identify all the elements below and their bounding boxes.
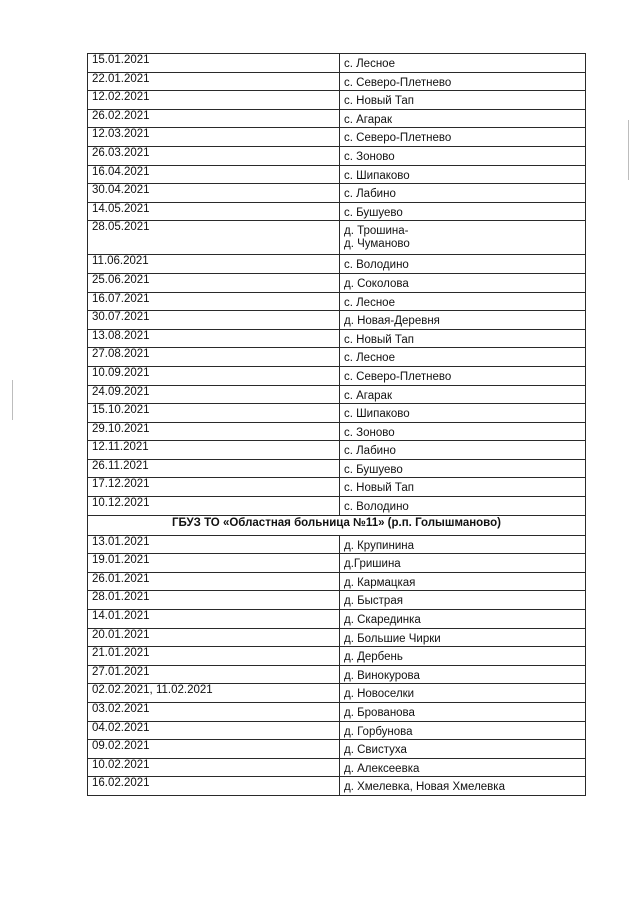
place-line: д. Алексеевка (344, 762, 420, 775)
table-row (88, 703, 586, 722)
table-row (88, 311, 586, 330)
place-cell (340, 221, 586, 255)
table-row (88, 109, 586, 128)
place-line: д. Большие Чирки (344, 632, 441, 645)
date-cell: 26.02.2021 (88, 109, 340, 128)
table-row (88, 647, 586, 666)
scan-edge-mark-right (628, 120, 629, 180)
place-cell (340, 740, 586, 759)
table-row (88, 591, 586, 610)
date-cell: 26.01.2021 (88, 572, 340, 591)
table-row (88, 348, 586, 367)
table-row (88, 758, 586, 777)
date-cell: 11.06.2021 (88, 255, 340, 274)
date-cell: 29.10.2021 (88, 422, 340, 441)
place-line: с. Новый Тап (344, 482, 414, 495)
place-line: с. Лесное (344, 352, 395, 365)
date-cell: 17.12.2021 (88, 478, 340, 497)
place-line: с. Зоново (344, 426, 395, 439)
date-cell: 28.05.2021 (88, 221, 340, 255)
table-row (88, 54, 586, 73)
date-cell: 28.01.2021 (88, 591, 340, 610)
table-row (88, 422, 586, 441)
place-cell (340, 459, 586, 478)
schedule-table (87, 53, 586, 796)
table-row (88, 385, 586, 404)
place-cell (340, 665, 586, 684)
date-cell: 10.12.2021 (88, 497, 340, 516)
place-cell (340, 165, 586, 184)
place-cell (340, 777, 586, 796)
place-cell (340, 72, 586, 91)
place-line: д. Горбунова (344, 725, 413, 738)
place-line: д. Быстрая (344, 595, 403, 608)
date-cell: 12.03.2021 (88, 128, 340, 147)
place-line: д. Хмелевка, Новая Хмелевка (344, 781, 505, 794)
place-cell (340, 329, 586, 348)
place-line: д. Крупинина (344, 539, 414, 552)
place-line: с. Агарак (344, 113, 392, 126)
date-cell: 16.04.2021 (88, 165, 340, 184)
place-line: с. Шипаково (344, 169, 410, 182)
date-cell: 30.07.2021 (88, 311, 340, 330)
place-cell (340, 404, 586, 423)
place-line: с. Володино (344, 259, 409, 272)
table-row (88, 221, 586, 255)
place-line: с. Лесное (344, 58, 395, 70)
place-cell (340, 554, 586, 573)
table-row (88, 255, 586, 274)
place-cell (340, 591, 586, 610)
table-row (88, 292, 586, 311)
place-cell (340, 497, 586, 516)
date-cell: 26.03.2021 (88, 146, 340, 165)
place-line: с. Агарак (344, 389, 392, 402)
place-cell (340, 91, 586, 110)
table-row (88, 366, 586, 385)
date-cell: 16.02.2021 (88, 777, 340, 796)
place-cell (340, 441, 586, 460)
date-cell: 13.01.2021 (88, 535, 340, 554)
table-row (88, 665, 586, 684)
place-cell (340, 572, 586, 591)
place-line: д. Свистуха (344, 744, 407, 757)
place-cell (340, 684, 586, 703)
place-cell (340, 109, 586, 128)
place-line: д. Новая-Деревня (344, 315, 440, 328)
date-cell: 24.09.2021 (88, 385, 340, 404)
date-cell: 12.11.2021 (88, 441, 340, 460)
place-line: с. Лесное (344, 296, 395, 309)
place-line: с. Новый Тап (344, 95, 414, 108)
place-cell (340, 422, 586, 441)
table-row (88, 478, 586, 497)
date-cell: 12.02.2021 (88, 91, 340, 110)
place-cell (340, 54, 586, 73)
table-row (88, 329, 586, 348)
place-cell (340, 273, 586, 292)
date-cell: 03.02.2021 (88, 703, 340, 722)
place-line: д. Новоселки (344, 688, 415, 701)
place-cell (340, 610, 586, 629)
table-row (88, 497, 586, 516)
table-section-part2 (88, 535, 586, 795)
date-cell: 16.07.2021 (88, 292, 340, 311)
place-cell (340, 535, 586, 554)
date-cell: 10.09.2021 (88, 366, 340, 385)
place-line: д.Гришина (344, 558, 401, 571)
place-line: д. Соколова (344, 277, 409, 290)
place-line: с. Володино (344, 501, 409, 514)
place-cell (340, 647, 586, 666)
table-row (88, 273, 586, 292)
place-cell (340, 721, 586, 740)
date-cell: 27.08.2021 (88, 348, 340, 367)
place-line: с. Шипаково (344, 408, 410, 421)
date-cell: 02.02.2021, 11.02.2021 (88, 684, 340, 703)
place-cell (340, 348, 586, 367)
table-row (88, 441, 586, 460)
place-line: д. Брованова (344, 707, 415, 719)
table-row (88, 146, 586, 165)
place-line: д. Скарединка (344, 614, 421, 627)
date-cell: 26.11.2021 (88, 459, 340, 478)
date-cell: 30.04.2021 (88, 184, 340, 203)
table-row (88, 684, 586, 703)
table-row (88, 740, 586, 759)
place-line: с. Северо-Плетнево (344, 132, 452, 145)
place-line: с. Северо-Плетнево (344, 76, 452, 89)
place-cell (340, 292, 586, 311)
date-cell: 15.10.2021 (88, 404, 340, 423)
place-line: д. Кармацкая (344, 576, 416, 589)
table-row (88, 165, 586, 184)
place-cell (340, 385, 586, 404)
place-line: с. Зоново (344, 150, 395, 163)
table-row (88, 535, 586, 554)
place-line: с. Бушуево (344, 206, 403, 219)
table-section-header (88, 515, 586, 535)
place-cell (340, 184, 586, 203)
place-cell (340, 146, 586, 165)
place-cell (340, 128, 586, 147)
place-cell (340, 703, 586, 722)
date-cell: 27.01.2021 (88, 665, 340, 684)
date-cell: 20.01.2021 (88, 628, 340, 647)
table-row (88, 721, 586, 740)
place-cell (340, 255, 586, 274)
scan-edge-mark-left (12, 380, 13, 420)
place-line: д. Чуманово (344, 238, 410, 251)
place-line: с. Лабино (344, 445, 396, 458)
table-row (88, 202, 586, 221)
date-cell: 22.01.2021 (88, 72, 340, 91)
table-row (88, 128, 586, 147)
place-line: с. Бушуево (344, 463, 403, 476)
table-row (88, 777, 586, 796)
date-cell: 25.06.2021 (88, 273, 340, 292)
date-cell: 19.01.2021 (88, 554, 340, 573)
table-row (88, 184, 586, 203)
table-row (88, 610, 586, 629)
date-cell: 14.01.2021 (88, 610, 340, 629)
place-cell (340, 366, 586, 385)
table-row (88, 554, 586, 573)
place-line: с. Лабино (344, 188, 396, 201)
table-row (88, 404, 586, 423)
table-row (88, 459, 586, 478)
place-line: д. Винокурова (344, 669, 420, 682)
place-cell (340, 311, 586, 330)
date-cell: 13.08.2021 (88, 329, 340, 348)
place-line: д. Трошина- (344, 225, 409, 238)
date-cell: 10.02.2021 (88, 758, 340, 777)
place-cell (340, 758, 586, 777)
table-row (88, 628, 586, 647)
section-header: ГБУЗ ТО «Областная больница №11» (р.п. Голышманово) (88, 515, 586, 535)
table-section-part1 (88, 54, 586, 516)
date-cell: 04.02.2021 (88, 721, 340, 740)
date-cell: 09.02.2021 (88, 740, 340, 759)
table-row (88, 91, 586, 110)
date-cell: 14.05.2021 (88, 202, 340, 221)
place-cell (340, 478, 586, 497)
date-cell: 15.01.2021 (88, 54, 340, 73)
place-cell (340, 628, 586, 647)
place-line: с. Северо-Плетнево (344, 370, 452, 383)
section-header-row (88, 515, 586, 535)
table-row (88, 572, 586, 591)
place-line: с. Новый Тап (344, 333, 414, 346)
table-row (88, 72, 586, 91)
date-cell: 21.01.2021 (88, 647, 340, 666)
place-cell (340, 202, 586, 221)
place-line: д. Дербень (344, 651, 403, 664)
